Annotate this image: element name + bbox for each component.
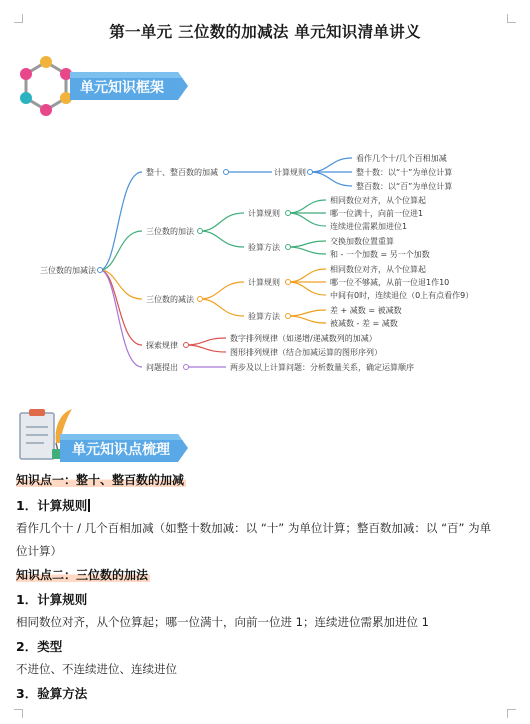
mindmap-branch: 三位数的加法 bbox=[146, 227, 194, 236]
text-cursor bbox=[88, 499, 90, 512]
section-banner-framework: 单元知识框架 bbox=[80, 80, 164, 96]
paragraph: 看作几个十 / 几个百相加减（如整十数加减：以 “十” 为单位计算；整百数加减：以 “百” 为单 bbox=[16, 521, 492, 535]
mindmap-leaf: 差 + 减数 = 被减数 bbox=[330, 306, 402, 315]
mindmap-leaf: 数字排列规律（如递增/递减数列的加减） bbox=[230, 334, 377, 343]
mindmap-node: 计算规则 bbox=[248, 278, 280, 287]
page-corner-mark bbox=[14, 709, 23, 718]
paragraph: 相同数位对齐，从个位算起；哪一位满十，向前一位进 1；连续进位需累加进位 1 bbox=[16, 615, 429, 629]
mindmap-leaf: 交换加数位置重算 bbox=[330, 237, 394, 246]
section-heading: 1．计算规则 bbox=[16, 592, 88, 607]
mindmap-leaf: 和 - 一个加数 = 另一个加数 bbox=[330, 250, 430, 259]
mindmap-leaf: 哪一位不够减，从前一位退1作10 bbox=[330, 278, 450, 287]
mindmap-branch: 整十、整百数的加减 bbox=[146, 168, 218, 177]
mindmap-leaf: 整百数：以“百”为单位计算 bbox=[356, 182, 453, 191]
mind-map bbox=[0, 140, 530, 395]
mindmap-branch: 探索规律 bbox=[146, 341, 178, 350]
mindmap-leaf: 相同数位对齐，从个位算起 bbox=[330, 265, 426, 274]
mindmap-leaf: 整十数：以“十”为单位计算 bbox=[356, 168, 453, 177]
network-hexagon-icon bbox=[16, 56, 76, 116]
mindmap-leaf: 两步及以上计算问题：分析数量关系，确定运算顺序 bbox=[230, 363, 414, 372]
mindmap-node: 验算方法 bbox=[248, 312, 280, 321]
mindmap-leaf: 图形排列规律（结合加减运算的图形序列） bbox=[230, 348, 382, 357]
mindmap-branch: 三位数的减法 bbox=[146, 295, 194, 304]
section-heading: 2．类型 bbox=[16, 639, 63, 654]
mindmap-branch: 问题提出 bbox=[146, 363, 178, 372]
mindmap-leaf: 相同数位对齐，从个位算起 bbox=[330, 196, 426, 205]
mindmap-leaf: 被减数 - 差 = 减数 bbox=[330, 319, 398, 328]
document-title: 第一单元 三位数的加减法 单元知识清单讲义 bbox=[109, 23, 421, 41]
paragraph: 不进位、不连续进位、连续进位 bbox=[16, 662, 177, 676]
page-corner-mark bbox=[507, 709, 516, 718]
knowledge-point-heading: 知识点一：整十、整百数的加减 bbox=[16, 473, 185, 487]
mindmap-leaf: 连续进位需累加进位1 bbox=[330, 222, 408, 231]
mindmap-leaf: 哪一位满十，向前一位进1 bbox=[330, 209, 424, 218]
mindmap-node: 验算方法 bbox=[248, 243, 280, 252]
mindmap-leaf: 看作几个十/几个百相加减 bbox=[356, 154, 447, 163]
knowledge-point-heading: 知识点二：三位数的加法 bbox=[16, 568, 149, 582]
section-banner-knowledge-points: 单元知识点梳理 bbox=[72, 442, 170, 458]
section-heading: 1．计算规则 bbox=[16, 496, 90, 514]
section-heading: 3．验算方法 bbox=[16, 686, 88, 701]
paragraph: 位计算） bbox=[16, 544, 62, 558]
mindmap-node: 计算规则 bbox=[248, 209, 280, 218]
mindmap-node: 计算规则 bbox=[274, 168, 306, 177]
mindmap-leaf: 中间有0时，连续退位（0上有点看作9） bbox=[330, 291, 474, 300]
mindmap-root: 三位数的加减法 bbox=[40, 266, 96, 275]
